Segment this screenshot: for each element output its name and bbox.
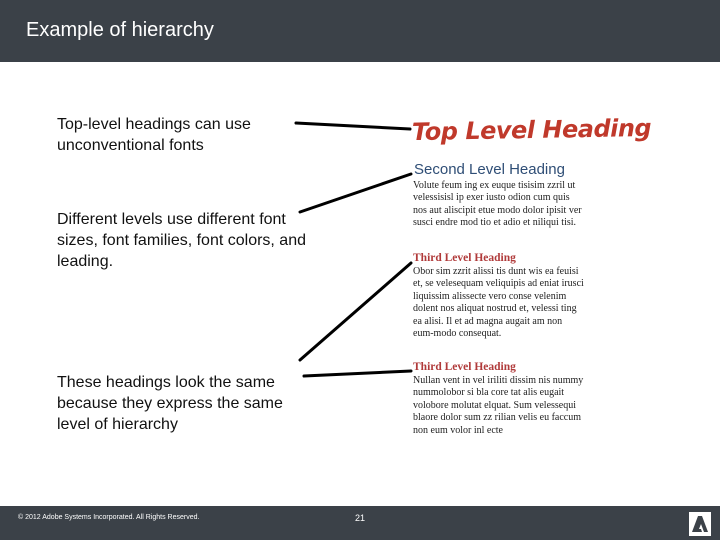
sample-third-heading-2: Third Level Heading — [413, 361, 516, 373]
header-bar — [0, 0, 720, 62]
note-same-level: These headings look the same because they express the same level of hierarchy — [57, 374, 283, 433]
page-number: 21 — [355, 513, 366, 523]
slide-title: Example of hierarchy — [26, 19, 214, 41]
sample-third-heading-1: Third Level Heading — [413, 252, 516, 264]
copyright-text: © 2012 Adobe Systems Incorporated. All Rights Reserved. — [18, 514, 200, 521]
connector-third-level-1 — [300, 263, 411, 360]
connector-third-level-2 — [304, 371, 411, 376]
connector-second-level — [300, 174, 411, 212]
note-top-level: Top-level headings can use unconventional fonts — [57, 116, 251, 154]
sample-top-heading: Top Level Heading — [411, 113, 652, 147]
sample-paragraph-1: Volute feum ing ex euque tisisim zzril ut velessisisl ip exer iusto odion cum quis nos aut aliscipit etue modo dolor ipisit ver susci endre mod tio et adio et niliqui tisi. — [413, 180, 582, 229]
footer-bar — [0, 506, 720, 540]
sample-paragraph-2: Obor sim zzrit alissi tis dunt wis ea feuisi et, se velesequam veliquipis ad eniat irusci liquissim alissecte vero conse velenim dolent nos aliquat nostrud et, velessi ting ea alisi. Il et ad magna augait am non eum-modo consequat. — [413, 266, 584, 340]
adobe-logo-icon — [689, 512, 711, 536]
sample-paragraph-3: Nullan vent in vel iriliti dissim nis nummy nummolobor si bla core tat alis eugait volobore molutat elquat. Sum velessequi blaore dolor sum zz rilian velis eu faccum non eum volor inl ecte — [413, 375, 584, 436]
sample-second-heading: Second Level Heading — [414, 161, 565, 178]
note-levels: Different levels use different font sizes, font families, font colors, and leading. — [57, 211, 306, 270]
